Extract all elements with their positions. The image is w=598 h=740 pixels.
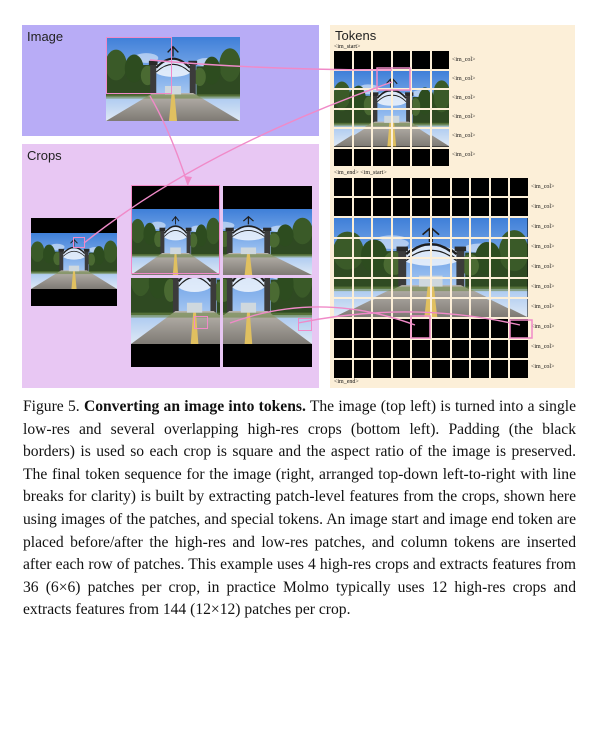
token-patch [491, 340, 509, 358]
crop-highlight-box [106, 37, 172, 94]
image-panel-label: Image [27, 29, 64, 44]
token-patch [412, 319, 430, 337]
token-patch [452, 360, 470, 378]
token-patch [334, 218, 352, 236]
low-res-patch-highlight [73, 237, 85, 248]
token-patch [510, 319, 528, 337]
token-patch [471, 178, 489, 196]
token-patch [393, 71, 411, 89]
token-patch [491, 279, 509, 297]
token-patch [354, 239, 372, 257]
token-patch [334, 90, 352, 108]
token-patch [452, 340, 470, 358]
token-patch [393, 218, 411, 236]
token-patch [432, 129, 450, 147]
token-patch [354, 110, 372, 128]
token-patch [393, 178, 411, 196]
token-patch [452, 319, 470, 337]
token-patch [471, 198, 489, 216]
token-patch [491, 178, 509, 196]
tokens-panel [330, 25, 575, 388]
token-patch [393, 340, 411, 358]
token-patch [432, 51, 450, 69]
token-patch [393, 319, 411, 337]
token-patch [373, 178, 391, 196]
token-patch [373, 198, 391, 216]
token-patch [393, 279, 411, 297]
image-panel [22, 25, 319, 136]
token-patch [373, 218, 391, 236]
crops-panel-label: Crops [27, 148, 62, 163]
token-patch [393, 360, 411, 378]
token-patch [354, 129, 372, 147]
token-patch [373, 71, 391, 89]
token-patch [393, 129, 411, 147]
token-patch [471, 360, 489, 378]
token-patch [412, 198, 430, 216]
token-patch [412, 340, 430, 358]
token-patch [334, 71, 352, 89]
token-patch [412, 299, 430, 317]
token-patch [373, 340, 391, 358]
im-col-token: <im_col> [452, 152, 476, 159]
token-patch [373, 319, 391, 337]
token-patch [412, 110, 430, 128]
token-patch [334, 239, 352, 257]
token-patch [393, 51, 411, 69]
token-patch [412, 71, 430, 89]
im-end-start-token: <im_end> <im_start> [334, 170, 387, 176]
token-patch [491, 319, 509, 337]
token-patch [334, 279, 352, 297]
token-patch [373, 360, 391, 378]
token-patch [471, 319, 489, 337]
token-patch [452, 299, 470, 317]
token-patch [334, 319, 352, 337]
token-patch [354, 299, 372, 317]
token-patch [510, 198, 528, 216]
im-col-token: <im_col> [531, 184, 555, 190]
high-res-patch-highlight-left [194, 316, 208, 329]
token-patch [432, 110, 450, 128]
token-patch [491, 218, 509, 236]
token-patch [354, 340, 372, 358]
high-res-crop-highlight [131, 185, 220, 274]
token-patch [412, 279, 430, 297]
token-patch [432, 71, 450, 89]
im-col-token: <im_col> [531, 364, 555, 370]
token-patch [373, 239, 391, 257]
token-patch [354, 259, 372, 277]
low-res-crop [31, 218, 117, 306]
token-patch [393, 110, 411, 128]
im-col-token: <im_col> [531, 204, 555, 210]
token-patch [471, 340, 489, 358]
token-patch [412, 178, 430, 196]
token-patch [412, 218, 430, 236]
crops-panel [22, 144, 319, 388]
token-patch [334, 340, 352, 358]
im-col-token: <im_col> [531, 244, 555, 250]
token-patch [432, 299, 450, 317]
token-patch [491, 259, 509, 277]
low-res-token-grid [334, 51, 449, 166]
token-patch [334, 178, 352, 196]
token-patch [354, 279, 372, 297]
token-patch [510, 178, 528, 196]
token-patch [510, 299, 528, 317]
token-patch [373, 259, 391, 277]
token-patch [491, 299, 509, 317]
token-patch [510, 340, 528, 358]
im-col-token: <im_col> [531, 344, 555, 350]
token-patch [412, 51, 430, 69]
token-patch [412, 259, 430, 277]
caption-title: Converting an image into tokens. [83, 398, 306, 415]
token-patch [412, 360, 430, 378]
token-patch [471, 279, 489, 297]
im-col-token: <im_col> [531, 304, 555, 310]
high-res-crop-2 [223, 186, 312, 275]
token-patch [354, 218, 372, 236]
token-patch [491, 198, 509, 216]
token-patch [354, 90, 372, 108]
token-patch [452, 259, 470, 277]
im-col-token: <im_col> [452, 75, 476, 82]
caption-figure-number: Figure 5. [23, 398, 80, 415]
token-patch [393, 259, 411, 277]
token-patch [412, 90, 430, 108]
token-patch [373, 110, 391, 128]
token-patch [452, 198, 470, 216]
token-patch [432, 279, 450, 297]
im-col-token: <im_col> [531, 284, 555, 290]
token-patch [354, 178, 372, 196]
token-patch [510, 259, 528, 277]
token-patch [373, 299, 391, 317]
token-patch [334, 149, 352, 167]
token-patch [471, 299, 489, 317]
token-patch [412, 149, 430, 167]
token-patch [393, 239, 411, 257]
token-patch [510, 279, 528, 297]
token-patch [393, 198, 411, 216]
tokens-panel-label: Tokens [335, 28, 377, 43]
token-patch [334, 51, 352, 69]
im-start-token: <im_start> [334, 44, 361, 50]
token-patch [432, 340, 450, 358]
token-patch [432, 178, 450, 196]
im-col-token: <im_col> [452, 133, 476, 140]
token-patch [452, 279, 470, 297]
caption-text: The image (top left) is turned into a single low-res and several overlapping high-res crops (bottom left). Padding (the black borders) is used so each crop is square and the aspect ratio of the image is preserved. The final token sequence for the image (right, arranged top-down left-to-right with line breaks for clarity) is built by extracting patch-level features from the crops, shown here using images of the patches, and special tokens. An image start and image end token are placed before/after the high-res and low-res patches, and column tokens are inserted after each row of patches. This example uses 4 high-res crops and extracts features from 36 (6×6) patches per crop, in practice Molmo typically uses 12 high-res crops and extracts features from 144 (12×12) patches per crop. [23, 398, 576, 619]
high-res-patch-highlight-right [298, 318, 312, 331]
token-patch [393, 149, 411, 167]
token-patch [373, 279, 391, 297]
token-patch [393, 90, 411, 108]
im-col-token: <im_col> [531, 224, 555, 230]
im-col-token: <im_col> [531, 324, 555, 330]
im-col-token: <im_col> [531, 264, 555, 270]
token-patch [334, 110, 352, 128]
token-patch [452, 218, 470, 236]
token-patch [452, 178, 470, 196]
token-patch [354, 198, 372, 216]
token-patch [432, 218, 450, 236]
token-patch [432, 239, 450, 257]
token-patch [491, 360, 509, 378]
im-col-token: <im_col> [452, 114, 476, 121]
figure-caption [23, 396, 576, 622]
token-patch [432, 90, 450, 108]
token-patch [432, 360, 450, 378]
token-patch [491, 239, 509, 257]
token-patch [432, 319, 450, 337]
token-patch [354, 149, 372, 167]
token-patch [354, 71, 372, 89]
token-patch [334, 198, 352, 216]
token-patch [471, 259, 489, 277]
token-patch [510, 239, 528, 257]
token-patch [432, 259, 450, 277]
token-patch [373, 129, 391, 147]
high-res-token-grid [334, 178, 528, 378]
token-patch [334, 360, 352, 378]
token-patch [354, 360, 372, 378]
token-patch [452, 239, 470, 257]
token-patch [373, 51, 391, 69]
token-patch [334, 259, 352, 277]
token-patch [334, 129, 352, 147]
token-patch [412, 129, 430, 147]
token-patch [471, 218, 489, 236]
token-patch [471, 239, 489, 257]
token-patch [373, 90, 391, 108]
token-patch [334, 299, 352, 317]
im-col-token: <im_col> [452, 56, 476, 63]
token-patch [432, 149, 450, 167]
token-patch [510, 360, 528, 378]
token-patch [510, 218, 528, 236]
token-patch [373, 149, 391, 167]
im-col-token: <im_col> [452, 94, 476, 101]
token-patch [393, 299, 411, 317]
im-end-token: <im_end> [334, 379, 359, 385]
token-patch [432, 198, 450, 216]
token-patch [412, 239, 430, 257]
token-patch [354, 319, 372, 337]
token-patch [354, 51, 372, 69]
